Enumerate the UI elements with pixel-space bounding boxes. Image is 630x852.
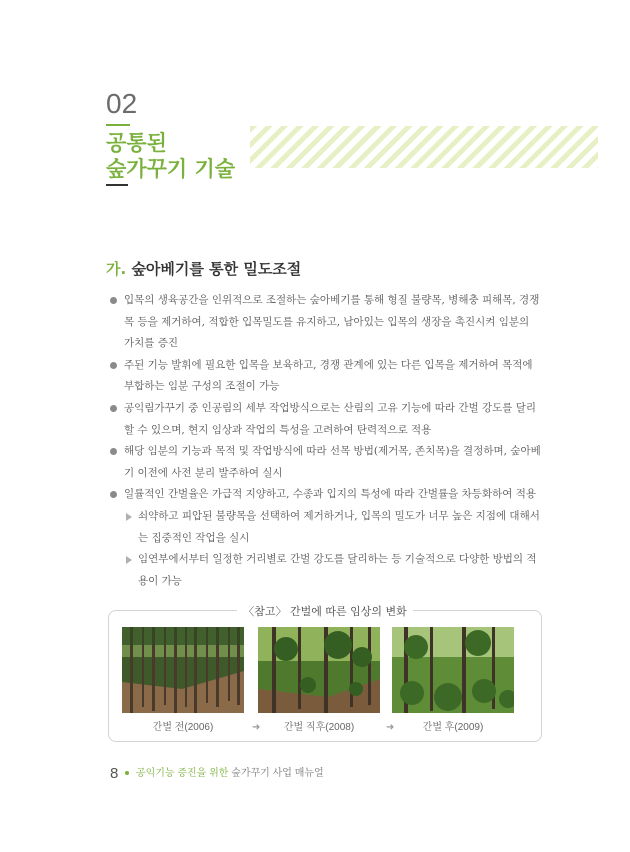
section-title xyxy=(106,130,235,182)
decorative-stripes xyxy=(250,126,598,168)
section-title-underline xyxy=(106,184,128,186)
triangle-bullet-icon xyxy=(126,513,132,521)
forest-photo-right-after xyxy=(258,627,380,713)
bullet-dot-icon xyxy=(110,405,117,412)
bullet-list xyxy=(110,290,542,592)
subheading-text: 숲아베기를 통한 밀도조절 xyxy=(131,260,302,278)
bullet-item xyxy=(110,355,542,398)
forest-photo-before xyxy=(122,627,244,713)
caption-before: 간벌 전(2006) xyxy=(152,722,214,733)
bullet-dot-icon xyxy=(110,297,117,304)
caption-after: 간벌 후(2009) xyxy=(422,722,484,733)
section-title-line1: 공통된 xyxy=(106,131,167,155)
arrow-right-icon: ➜ xyxy=(386,722,395,733)
bullet-item xyxy=(110,290,542,355)
section-number-underline xyxy=(106,124,130,126)
bullet-item xyxy=(110,398,542,441)
bullet-item xyxy=(110,484,542,506)
sub-bullet-text: 임연부에서부터 일정한 거리별로 간벌 강도를 달리하는 등 기술적으로 다양한 방법의 적용이 가능 xyxy=(138,553,537,587)
triangle-bullet-icon xyxy=(126,556,132,564)
bullet-text: 입목의 생육공간을 인위적으로 조절하는 숲아베기를 통해 형질 불량목, 병해충 피해목, 경쟁목 등을 제거하여, 적합한 입목밀도를 유지하고, 남아있는 입목의 생장을 촉진시켜 임분의 가치를 증진 xyxy=(124,294,540,350)
arrow-right-icon: ➜ xyxy=(252,722,261,733)
caption-right-after: 간벌 직후(2008) xyxy=(283,722,355,733)
reference-title xyxy=(108,600,542,619)
bullet-dot-icon xyxy=(110,491,117,498)
bullet-text: 주된 기능 발휘에 필요한 입목을 보육하고, 경쟁 관계에 있는 다른 입목을 제거하여 목적에 부합하는 임분 구성의 조절이 가능 xyxy=(124,358,533,393)
footer-dot-icon xyxy=(125,771,129,775)
bullet-text: 일률적인 간벌율은 가급적 지양하고, 수종과 입지의 특성에 따라 간벌률을 차등화하여 적용 xyxy=(124,488,537,501)
bullet-dot-icon xyxy=(110,362,117,369)
subheading xyxy=(106,258,301,279)
sub-bullet-item xyxy=(110,506,542,549)
bullet-text: 공익림가꾸기 중 인공림의 세부 작업방식으로는 산림의 고유 기능에 따라 간벌 강도를 달리할 수 있으며, 현지 임상과 작업의 특성을 고려하여 탄력적으로 적용 xyxy=(124,401,537,436)
sub-bullet-text: 쇠약하고 피압된 불량목을 선택하여 제거하거나, 입목의 밀도가 너무 높은 지점에 대해서는 집중적인 작업을 실시 xyxy=(138,509,540,544)
bullet-text: 해당 임분의 기능과 목적 및 작업방식에 따라 선목 방법(제거목, 존치목)을 결정하며, 숲아베기 이전에 사전 분리 발주하여 실시 xyxy=(124,445,541,479)
reference-title-text: 〈참고〉 간벌에 따른 임상의 변화 xyxy=(237,605,413,618)
sub-bullet-item xyxy=(110,549,542,592)
forest-photo-after xyxy=(392,627,514,713)
page-number: 8 xyxy=(110,765,119,782)
page-footer xyxy=(110,764,324,782)
subheading-prefix: 가. xyxy=(106,260,127,278)
section-number: 02 xyxy=(106,88,138,119)
footer-title-rest: 숲가꾸기 사업 매뉴얼 xyxy=(231,768,324,779)
section-title-line2: 숲가꾸기 기술 xyxy=(106,157,236,181)
bullet-item xyxy=(110,441,542,484)
bullet-dot-icon xyxy=(110,448,117,455)
footer-title-green: 공익기능 증진을 위한 xyxy=(135,768,229,779)
